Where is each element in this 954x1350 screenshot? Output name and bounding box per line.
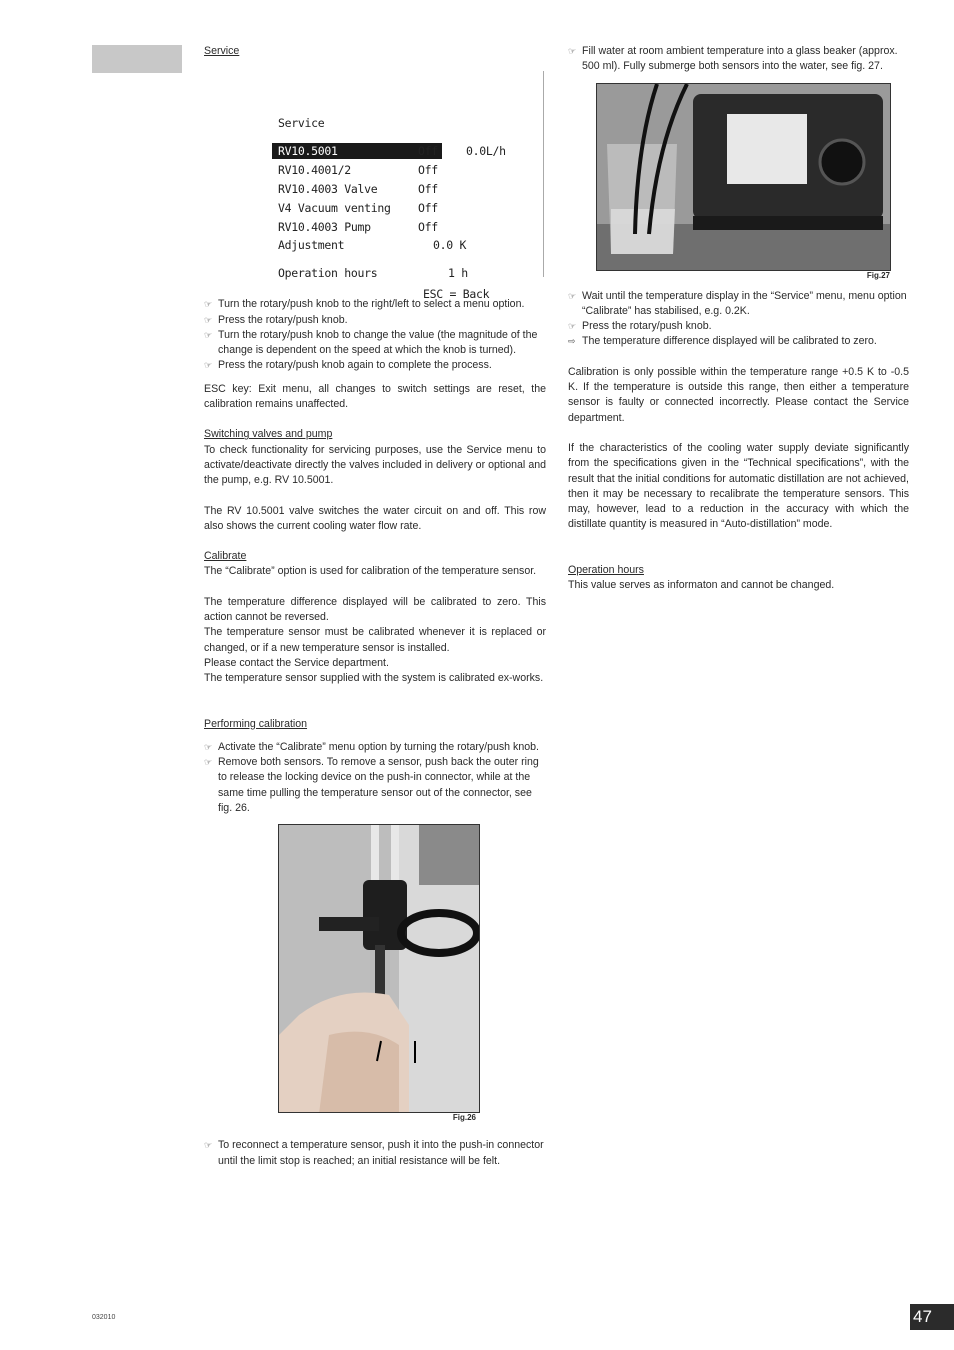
step-item: ☞ Press the rotary/push knob. (204, 313, 546, 328)
screen-row-name: RV10.4001/2 (278, 163, 351, 178)
screen-hours-label: Operation hours (278, 266, 378, 281)
screen-row-value: Off (418, 220, 438, 235)
step-item: ☞ Remove both sensors. To remove a sensor, push back the outer ring to release the locking device on the push-in connector, while at the same time pulling the temperature sensor out of the connector, see fig. 26. (204, 756, 539, 815)
switching-paragraph: To check functionality for servicing purposes, use the Service menu to activate/deactivate directly the valves included in delivery or optional and the pump, e.g. RV 10.5001. (204, 443, 546, 487)
pointing-hand-icon: ☞ (204, 329, 213, 340)
left-column (204, 44, 546, 1169)
pointing-hand-icon: ☞ (204, 757, 213, 768)
screen-row-value: 0.0 K (433, 238, 467, 253)
hours-paragraph: This value serves as informaton and cannot be changed. (568, 579, 835, 592)
screen-row-name: Adjustment (278, 238, 345, 253)
screen-row-name: RV10.4003 Pump (278, 220, 371, 235)
step-item: ☞ Turn the rotary/push knob to change the value (the magnitude of the change is dependent on the speed at which the knob is turned). (204, 328, 538, 357)
calibrate-note: Please contact the Service department. (204, 656, 389, 669)
service-heading: Service (204, 45, 240, 57)
screen-esc-label: ESC = Back (423, 287, 490, 302)
screen-row-name: RV10.4003 Valve (278, 182, 378, 197)
figure-27-photo (596, 83, 891, 271)
pointing-hand-icon: ☞ (568, 321, 577, 332)
rv-paragraph: The RV 10.5001 valve switches the water circuit on and off. This row also shows the current cooling water flow rate. (204, 504, 546, 532)
service-menu-screen (238, 71, 544, 302)
hours-heading: Operation hours (568, 563, 644, 576)
screen-row-value: Off (418, 144, 438, 159)
switching-heading: Switching valves and pump (204, 428, 333, 441)
screen-row-value: Off (418, 182, 438, 197)
result-item: ⇨ The temperature difference displayed will be calibrated to zero. (568, 334, 909, 349)
step-item: ☞ Fill water at room ambient temperature into a glass beaker (approx. 500 ml). Fully submerge both sensors into the water, see fig. 27. (568, 45, 898, 73)
figure-26-caption: Fig.26 (452, 1113, 476, 1123)
figure-26-photo (278, 824, 480, 1113)
document-code: 032010 (92, 1314, 116, 1321)
screen-row-value: Off (418, 163, 438, 178)
beaker-and-controller-illustration (597, 84, 891, 271)
pointing-hand-icon: ☞ (204, 741, 213, 752)
step-item: ☞ Activate the “Calibrate” menu option by turning the rotary/push knob. (204, 740, 546, 755)
sensor-connector-illustration (279, 825, 480, 1113)
screen-row-name: RV10.5001 (278, 144, 338, 159)
calibrate-note: The temperature difference displayed will be calibrated to zero. This action cannot be reversed. (204, 595, 546, 624)
step-item: ☞ Press the rotary/push knob again to complete the process. (204, 358, 546, 373)
pointing-hand-icon: ☞ (204, 1140, 213, 1151)
range-paragraph: Calibration is only possible within the temperature range +0.5 K to -0.5 K. If the temperature is outside this range, then either a temperature sensor is faulty or connected incorrectly. Please contact the Service department. (568, 365, 909, 424)
calibrate-note: The temperature sensor must be calibrated whenever it is replaced or changed, or if a new temperature sensor is installed. (204, 626, 546, 654)
calibrate-heading: Calibrate (204, 550, 247, 563)
pointing-hand-icon: ☞ (204, 314, 213, 325)
pointing-hand-icon: ☞ (204, 299, 213, 310)
screen-hours-value: 1 h (448, 266, 468, 281)
screen-row-value: Off (418, 201, 438, 216)
performing-heading: Performing calibration (204, 717, 308, 730)
step-item: ☞ Turn the rotary/push knob to the right/left to select a menu option. (204, 297, 546, 312)
calibrate-paragraph: The “Calibrate” option is used for calibration of the temperature sensor. (204, 565, 537, 578)
section-tab (92, 45, 182, 73)
right-column (568, 44, 909, 593)
screen-divider (543, 71, 544, 277)
esc-paragraph: ESC key: Exit menu, all changes to switch settings are reset, the calibration remains unaffected. (204, 382, 546, 411)
step-item: ☞ Press the rotary/push knob. (568, 319, 909, 334)
screen-row-name: V4 Vacuum venting (278, 201, 391, 216)
pointing-hand-icon: ☞ (204, 360, 213, 371)
figure-27-caption: Fig.27 (866, 270, 890, 280)
screen-row-extra: 0.0L/h (466, 144, 506, 159)
page-number: 47 (910, 1304, 954, 1330)
pointing-hand-icon: ☞ (568, 46, 577, 56)
pointing-hand-icon: ☞ (568, 290, 577, 301)
step-item: ☞ Wait until the temperature display in the “Service” menu, menu option “Calibrate” has stabilised, e.g. 0.2K. (568, 289, 907, 317)
arrow-right-icon: ⇨ (568, 336, 576, 347)
calibrate-note: The temperature sensor supplied with the system is calibrated ex-works. (204, 672, 544, 685)
deviate-paragraph: If the characteristics of the cooling water supply deviate significantly from the specifications given in the “Technical specifications”, with the result that the initial conditions for automatic distillation are not achieved, then it may be necessary to recalibrate the temperature sensors. This may, however, lead to a reduction in the accuracy with which the distillate quantity is measured in “Auto-distillation” mode. (568, 441, 909, 531)
screen-title: Service (278, 116, 325, 131)
step-item: ☞ To reconnect a temperature sensor, push it into the push-in connector until the limit stop is reached; an initial resistance will be felt. (204, 1139, 544, 1167)
